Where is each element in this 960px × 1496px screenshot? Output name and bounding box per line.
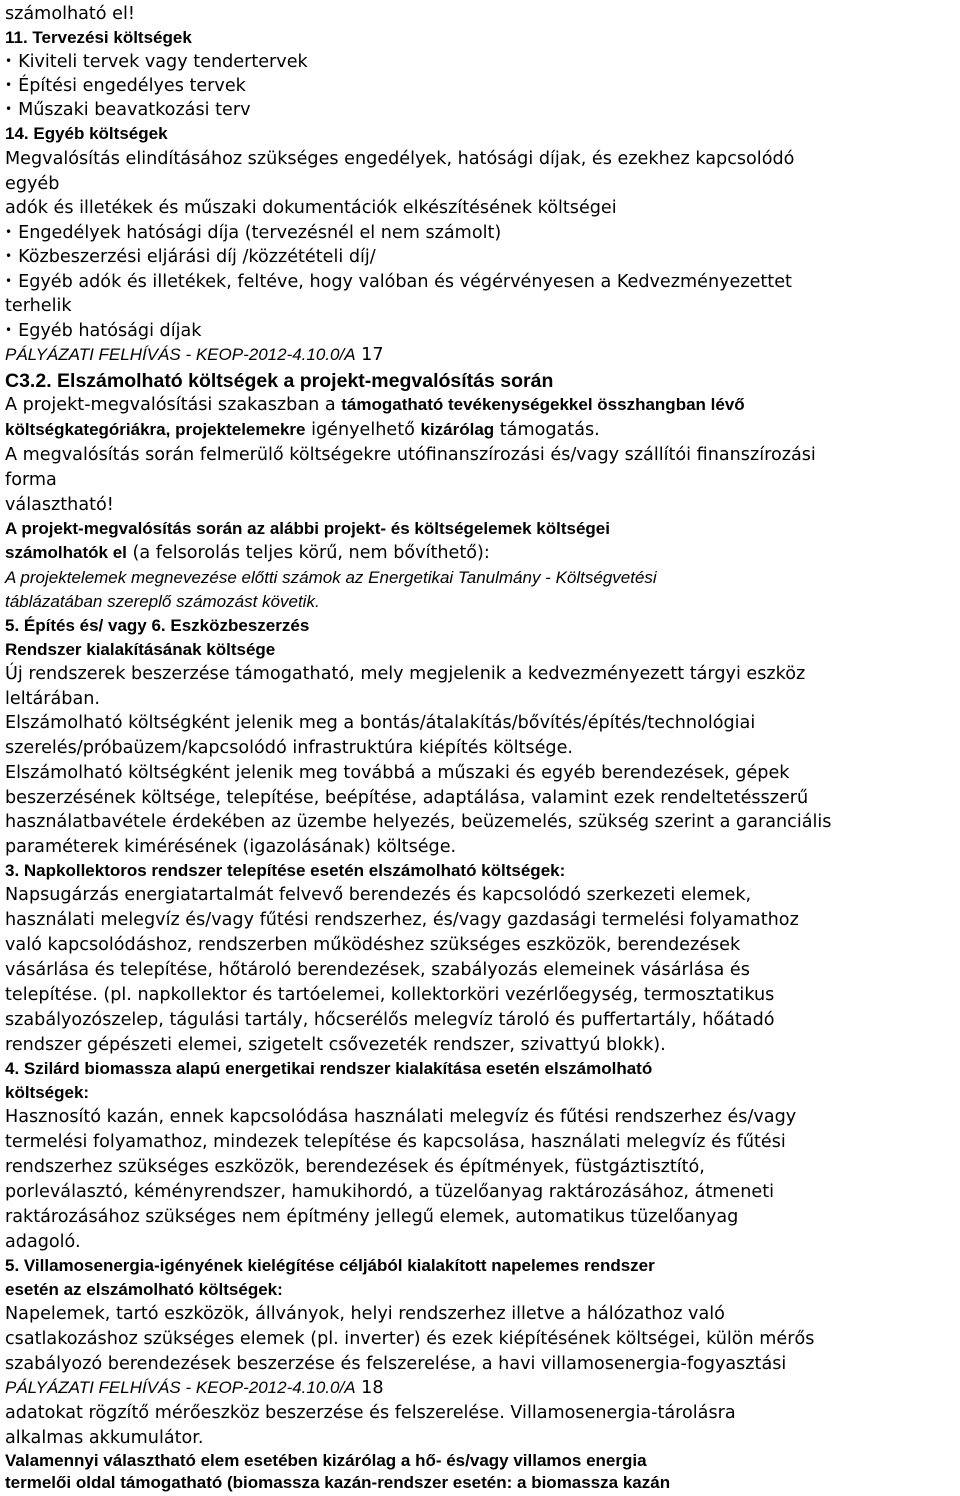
text-line: Új rendszerek beszerzése támogatható, mely megjelenik a kedvezményezett tárgyi eszköz [5, 664, 806, 684]
text-line: adagoló. [5, 1232, 81, 1252]
text-line: telepítése. (pl. napkollektor és tartóelemei, kollektorköri vezérlőegység, termosztatikus [5, 985, 775, 1005]
bullet-item: • Kiviteli tervek vagy tendertervek [5, 51, 308, 74]
text-line: Napelemek, tartó eszközök, állványok, helyi rendszerhez illetve a hálózathoz való [5, 1304, 725, 1324]
section-heading: 11. Tervezési költségek [5, 28, 192, 47]
subheading: 3. Napkollektoros rendszer telepítése esetén elszámolható költségek: [5, 861, 566, 880]
text-line: szerelés/próbaüzem/kapcsolódó infrastruktúra kiépítés költsége. [5, 738, 573, 758]
bullet-item: • Építési engedélyes tervek [5, 75, 246, 98]
text-line: szabályozó berendezések beszerzése és felszerelése, a havi villamosenergia-fogyasztási [5, 1354, 787, 1374]
section-heading: 14. Egyéb költségek [5, 124, 168, 143]
text-line: beszerzésének költsége, telepítése, beépítése, adaptálása, valamint ezek rendeltetésszerű [5, 788, 809, 808]
text-line: rendszer gépészeti elemei, szigetelt csővezeték rendszer, szivattyú blokk). [5, 1035, 666, 1055]
subheading: 5. Építés és/ vagy 6. Eszközbeszerzés [5, 616, 310, 635]
text-line: számolhatók el (a felsorolás teljes körű, nem bővíthető): [5, 543, 490, 563]
text-line: költségkategóriákra, projektelemekre igényelhető kizárólag támogatás. [5, 420, 600, 440]
text-line: porleválasztó, kéményrendszer, hamukihordó, a tüzelőanyag raktározásához, átmeneti [5, 1182, 775, 1202]
subheading: esetén az elszámolható költségek: [5, 1280, 283, 1299]
text-line: adók és illetékek és műszaki dokumentációk elkészítésének költségei [5, 198, 617, 218]
text-line: egyéb [5, 174, 60, 194]
subheading: Rendszer kialakításának költsége [5, 640, 276, 659]
subheading: költségek: [5, 1083, 90, 1102]
text-line: A megvalósítás során felmerülő költségekre utófinanszírozási és/vagy szállítói finanszírozási [5, 445, 816, 465]
text-line: termelési folyamathoz, mindezek telepítése és kapcsolása, használati melegvíz és fűtési [5, 1132, 786, 1152]
text-line: Napsugárzás energiatartalmát felvevő berendezés és kapcsolódó szerkezeti elemek, [5, 885, 752, 905]
text-line: leltárában. [5, 689, 100, 709]
section-title: C3.2. Elszámolható költségek a projekt-megvalósítás során [5, 370, 554, 392]
text-line: Megvalósítás elindításához szükséges engedélyek, hatósági díjak, és ezekhez kapcsolódó [5, 149, 795, 169]
text-line: választható! [5, 495, 114, 515]
italic-line: A projektelemek megnevezése előtti számok az Energetikai Tanulmány - Költségvetési [5, 568, 657, 587]
subheading: 5. Villamosenergia-igényének kielégítése céljából kialakított napelemes rendszer [5, 1256, 655, 1275]
bullet-item: • Engedélyek hatósági díja (tervezésnél el nem számolt) [5, 222, 501, 245]
page-footer: PÁLYÁZATI FELHÍVÁS - KEOP-2012-4.10.0/A 17 [5, 345, 384, 365]
text-line: csatlakozáshoz szükséges elemek (pl. inverter) és ezek kiépítésének költségei, külön mérős [5, 1329, 815, 1349]
text-line: alkalmas akkumulátor. [5, 1428, 204, 1448]
text-line: forma [5, 470, 57, 490]
bullet-item: • Közbeszerzési eljárási díj /közzétételi díj/ [5, 246, 376, 269]
bold-line: termelői oldal támogatható (biomassza kazán-rendszer esetén: a biomassza kazán [5, 1473, 671, 1492]
bold-line: A projekt-megvalósítás során az alábbi projekt- és költségelemek költségei [5, 519, 610, 538]
text-line: paraméterek kimérésének (igazolásának) költsége. [5, 837, 457, 857]
text-line: szabályozószelep, tágulási tartály, hőcserélős melegvíz tároló és puffertartály, hőátadó [5, 1010, 775, 1030]
text-line: használati melegvíz és/vagy fűtési rendszerhez, és/vagy gazdasági termelési folyamathoz [5, 910, 799, 930]
subheading: 4. Szilárd biomassza alapú energetikai rendszer kialakítása esetén elszámolható [5, 1059, 653, 1078]
bold-line: Valamennyi választható elem esetében kizárólag a hő- és/vagy villamos energia [5, 1451, 647, 1470]
text-line: rendszerhez szükséges eszközök, berendezések és építmények, füstgáztisztító, [5, 1157, 705, 1177]
text-line: raktározásához szükséges nem építmény jellegű elemek, automatikus tüzelőanyag [5, 1207, 739, 1227]
text-line: A projekt-megvalósítási szakaszban a támogatható tevékenységekkel összhangban lévő [5, 395, 745, 415]
bullet-item: • Egyéb hatósági díjak [5, 320, 201, 343]
text-line: Hasznosító kazán, ennek kapcsolódása használati melegvíz és fűtési rendszerhez és/vagy [5, 1107, 797, 1127]
text-line: való kapcsolódáshoz, rendszerben működéshez szükséges eszközök, berendezések [5, 935, 741, 955]
bullet-item: • Egyéb adók és illetékek, feltéve, hogy valóban és végérvényesen a Kedvezményezettet [5, 271, 792, 294]
text-line: adatokat rögzítő mérőeszköz beszerzése és felszerelése. Villamosenergia-tárolásra [5, 1403, 736, 1423]
bullet-item: • Műszaki beavatkozási terv [5, 99, 250, 122]
text-line: Elszámolható költségként jelenik meg a bontás/átalakítás/bővítés/építés/technológiai [5, 713, 756, 733]
italic-line: táblázatában szereplő számozást követik. [5, 592, 320, 611]
page-footer: PÁLYÁZATI FELHÍVÁS - KEOP-2012-4.10.0/A 18 [5, 1378, 384, 1398]
text-line: számolható el! [5, 4, 135, 24]
text-line: Elszámolható költségként jelenik meg továbbá a műszaki és egyéb berendezések, gépek [5, 763, 790, 783]
text-line: használatbavétele érdekében az üzembe helyezés, beüzemelés, szükség szerint a garanciális [5, 812, 832, 832]
text-line: vásárlása és telepítése, hőtároló berendezések, szabályozás elemeinek vásárlása és [5, 960, 750, 980]
text-line: terhelik [5, 296, 72, 316]
